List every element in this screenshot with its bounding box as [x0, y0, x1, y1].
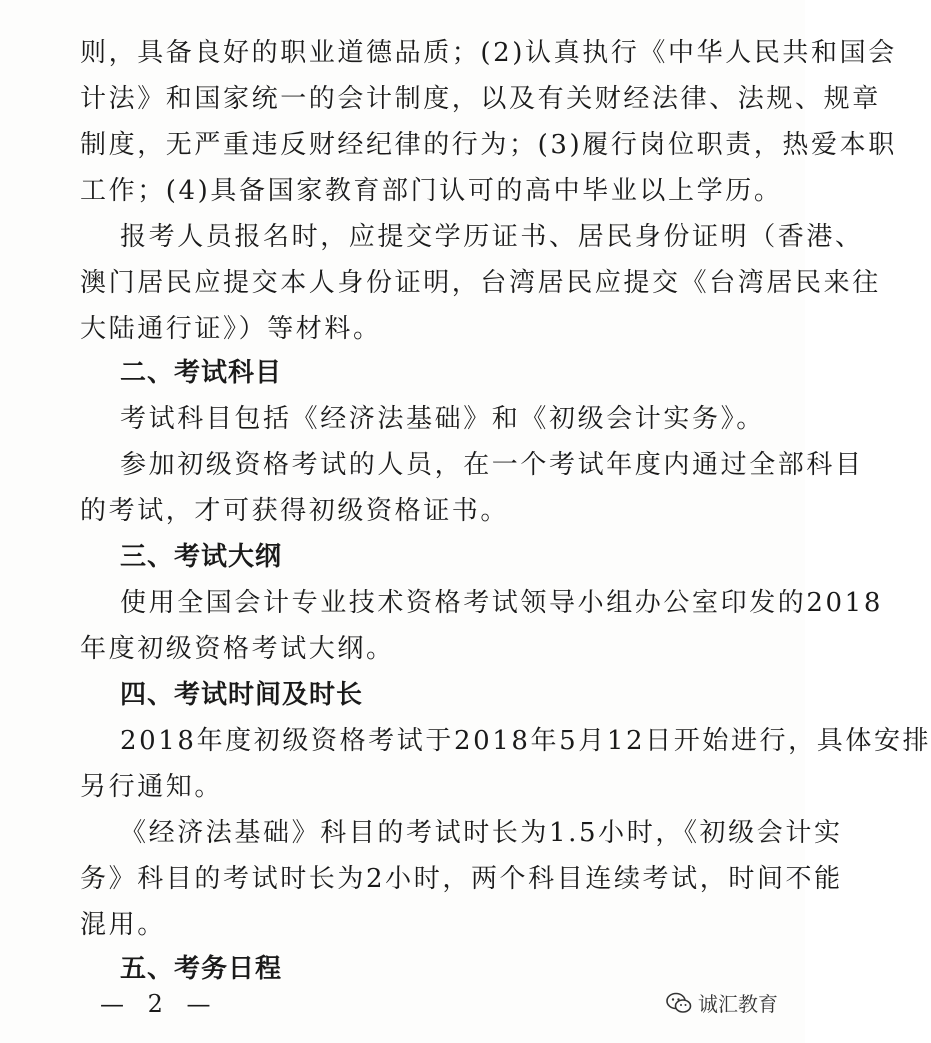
paragraph-line: 工作；(4)具备国家教育部门认可的高中毕业以上学历。 [80, 176, 783, 206]
paragraph-line: 另行通知。 [80, 772, 224, 802]
paragraph-line: 务》科目的考试时长为2小时，两个科目连续考试，时间不能 [80, 864, 843, 894]
paragraph-line: 使用全国会计专业技术资格考试领导小组办公室印发的2018 [120, 588, 883, 618]
paragraph-line: 澳门居民应提交本人身份证明，台湾居民应提交《台湾居民来往 [80, 268, 881, 298]
section-heading: 五、考务日程 [120, 954, 283, 984]
paragraph-line: 的考试，才可获得初级资格证书。 [80, 496, 510, 526]
section-heading: 三、考试大纲 [120, 542, 283, 572]
page-number: — 2 — [100, 990, 219, 1018]
watermark-text: 诚汇教育 [698, 992, 778, 1016]
paragraph-line: 《经济法基础》科目的考试时长为1.5小时，《初级会计实 [120, 818, 843, 848]
paragraph-line: 2018年度初级资格考试于2018年5月12日开始进行，具体安排 [120, 726, 931, 756]
watermark [666, 988, 778, 1017]
wechat-icon [666, 992, 692, 1014]
section-heading: 四、考试时间及时长 [120, 680, 364, 710]
paragraph-line: 混用。 [80, 910, 166, 940]
section-heading: 二、考试科目 [120, 358, 283, 388]
paragraph-line: 计法》和国家统一的会计制度，以及有关财经法律、法规、规章 [80, 84, 881, 114]
paragraph-line: 则，具备良好的职业道德品质；(2)认真执行《中华人民共和国会 [80, 38, 897, 68]
paragraph-line: 年度初级资格考试大纲。 [80, 634, 395, 664]
paragraph-line: 报考人员报名时，应提交学历证书、居民身份证明（香港、 [120, 222, 864, 252]
paragraph-line: 参加初级资格考试的人员，在一个考试年度内通过全部科目 [120, 450, 864, 480]
paragraph-line: 制度，无严重违反财经纪律的行为；(3)履行岗位职责，热爱本职 [80, 130, 897, 160]
paragraph-line: 考试科目包括《经济法基础》和《初级会计实务》。 [120, 404, 765, 434]
paragraph-line: 大陆通行证》）等材料。 [80, 314, 382, 344]
